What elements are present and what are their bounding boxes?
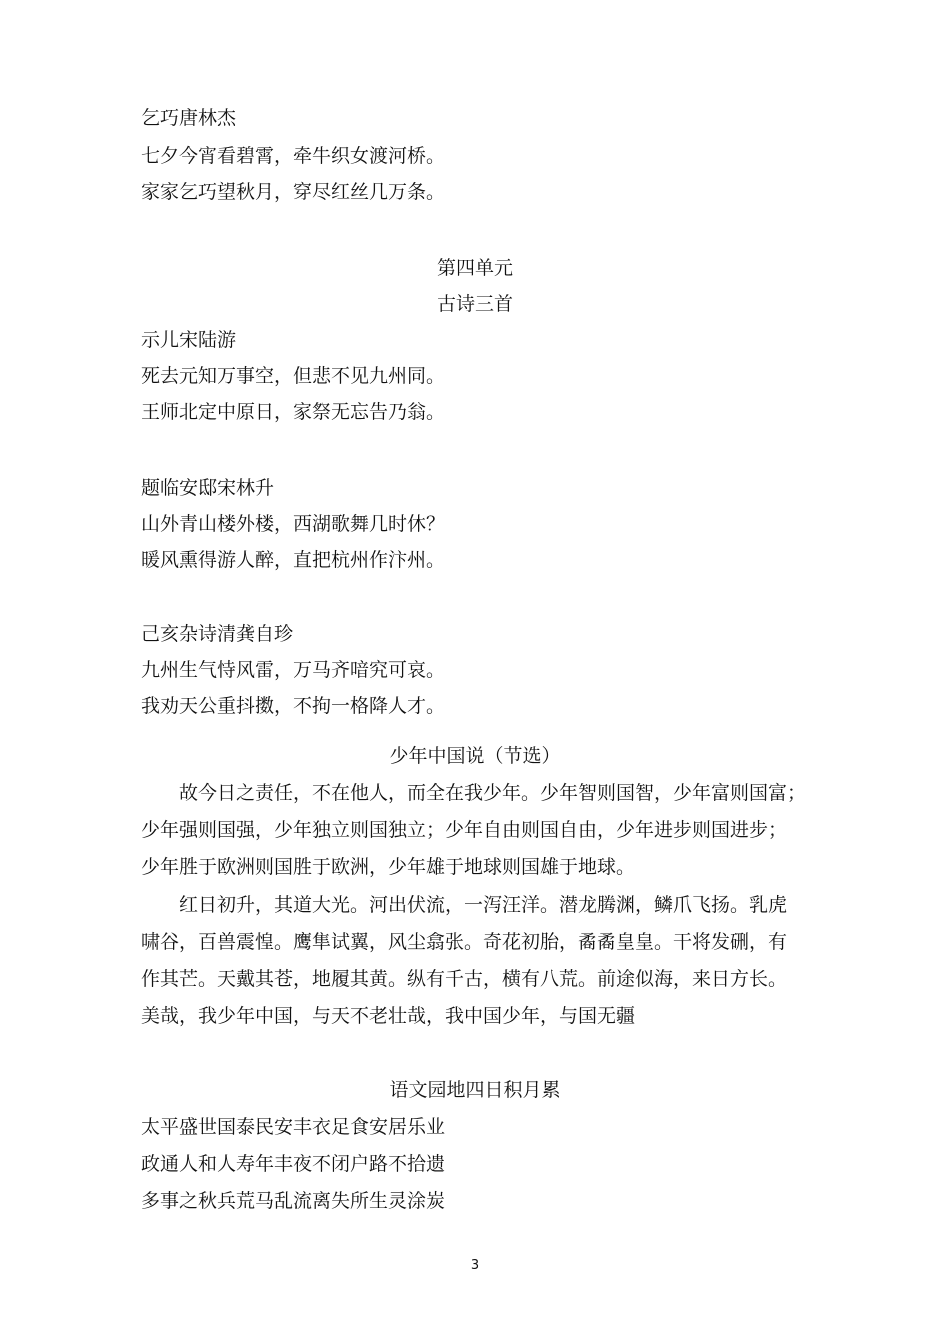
essay-paragraph-line: 作其芒。天戴其苍，地履其黄。纵有千古，横有八荒。前途似海，来日方长。 [141, 968, 788, 990]
unit-subheading: 古诗三首 [436, 293, 513, 315]
poem-line: 家家乞巧望秋月，穿尽红丝几万条。 [141, 181, 446, 203]
essay-paragraph-line: 少年强则国强，少年独立则国独立；少年自由则国自由，少年进步则国进步； [141, 819, 788, 841]
poem-line: 暖风熏得游人醉，直把杭州作汴州。 [141, 549, 446, 571]
poem-line: 我劝天公重抖擞，不拘一格降人才。 [141, 695, 446, 717]
garden-title: 语文园地四日积月累 [389, 1079, 561, 1101]
essay-paragraph-line: 故今日之责任，不在他人，而全在我少年。少年智则国智，少年富则国富； [179, 782, 807, 804]
poem-line: 死去元知万事空，但悲不见九州同。 [141, 365, 446, 387]
poem-title-shier: 示儿宋陆游 [141, 329, 237, 351]
page-number: 3 [470, 1258, 480, 1273]
idiom-line: 政通人和人寿年丰夜不闭户路不拾遗 [141, 1153, 446, 1175]
poem-line: 山外青山楼外楼，西湖歌舞几时休？ [141, 513, 446, 535]
poem-line: 王师北定中原日，家祭无忘告乃翁。 [141, 401, 446, 423]
unit-heading: 第四单元 [436, 257, 513, 279]
idiom-line: 多事之秋兵荒马乱流离失所生灵涂炭 [141, 1190, 446, 1212]
essay-paragraph-line: 美哉，我少年中国，与天不老壮哉，我中国少年，与国无疆 [141, 1005, 636, 1027]
poem-line: 七夕今宵看碧霄，牵牛织女渡河桥。 [141, 145, 446, 167]
poem-title-tilinan: 题临安邸宋林升 [141, 477, 275, 499]
essay-paragraph-line: 啸谷，百兽震惶。鹰隼试翼，风尘翕张。奇花初胎，矞矞皇皇。干将发硎，有 [141, 931, 788, 953]
essay-paragraph-line: 红日初升，其道大光。河出伏流，一泻汪洋。潜龙腾渊，鳞爪飞扬。乳虎 [179, 894, 788, 916]
idiom-line: 太平盛世国泰民安丰衣足食安居乐业 [141, 1116, 446, 1138]
essay-title: 少年中国说（节选） [389, 745, 561, 767]
poem-line: 九州生气恃风雷，万马齐喑究可哀。 [141, 659, 446, 681]
poem-title-jihai: 己亥杂诗清龚自珍 [141, 623, 294, 645]
essay-paragraph-line: 少年胜于欧洲则国胜于欧洲，少年雄于地球则国雄于地球。 [141, 856, 636, 878]
poem-title-qiqiao: 乞巧唐林杰 [141, 107, 237, 129]
